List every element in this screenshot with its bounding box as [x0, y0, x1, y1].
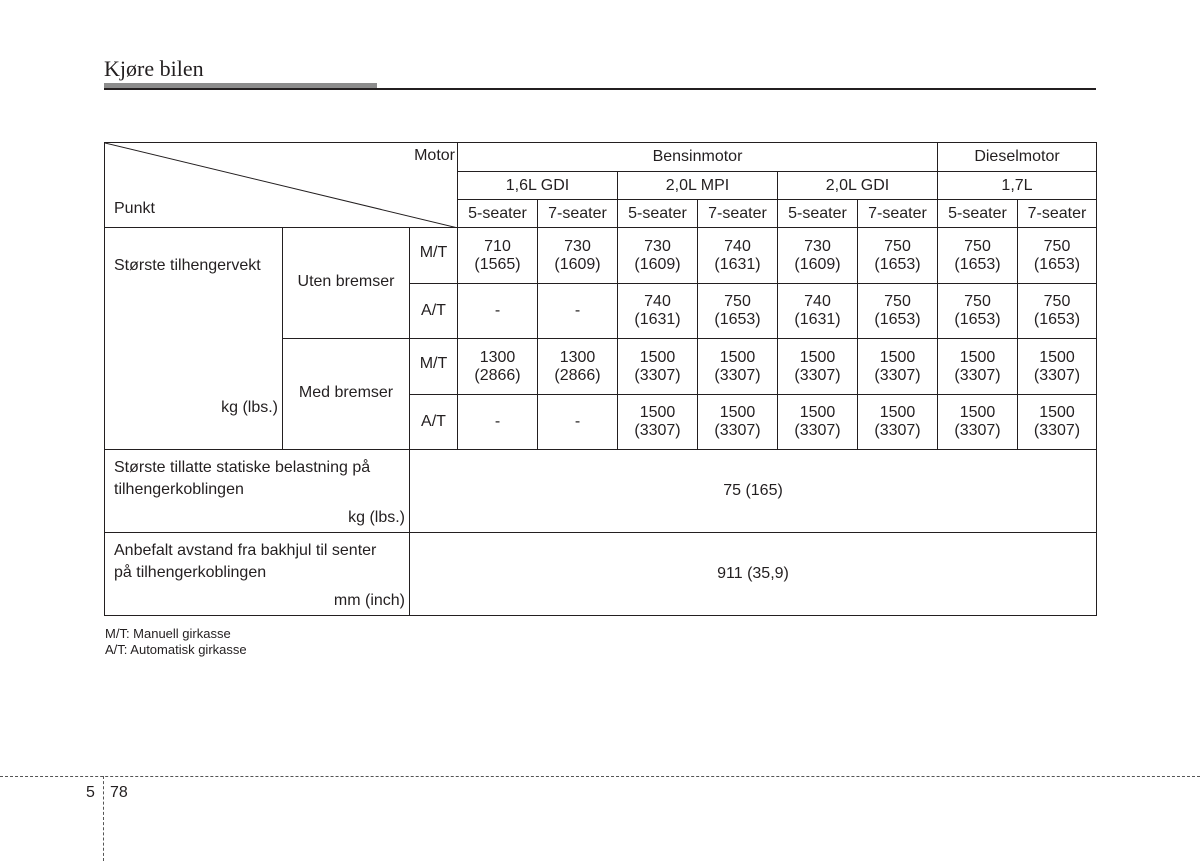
towing-label-cell [105, 228, 283, 450]
corner-label-motor: Motor [414, 147, 455, 164]
towing-value: 750 (1653) [858, 284, 938, 339]
footnotes [105, 626, 247, 658]
gearbox-label: M/T [410, 228, 458, 284]
seat-header: 7-seater [858, 200, 938, 228]
towing-value: 740 (1631) [698, 228, 778, 284]
towing-value: - [538, 395, 618, 450]
towing-value: - [458, 395, 538, 450]
corner-label-punkt: Punkt [114, 200, 155, 217]
towing-value: 740 (1631) [778, 284, 858, 339]
brake-label: Uten bremser [283, 228, 410, 339]
towing-value: 730 (1609) [538, 228, 618, 284]
towing-value: 750 (1653) [938, 284, 1018, 339]
towing-value: 1500 (3307) [858, 339, 938, 395]
towing-value: 1500 (3307) [938, 395, 1018, 450]
towing-value: 1500 (3307) [778, 339, 858, 395]
group-header-petrol: Bensinmotor [458, 143, 938, 172]
towing-value: 750 (1653) [938, 228, 1018, 284]
corner-diagonal [105, 143, 458, 228]
footer-dashed-divider [103, 776, 104, 861]
towing-value: 730 (1609) [778, 228, 858, 284]
towing-value: 750 (1653) [1018, 284, 1097, 339]
static-load-label: Største tillatte statiske belastning på tilhengerkoblingen [114, 459, 371, 498]
static-load-value: 75 (165) [410, 450, 1097, 533]
group-header-diesel: Dieselmotor [938, 143, 1097, 172]
gearbox-label: M/T [410, 339, 458, 395]
seat-header: 5-seater [618, 200, 698, 228]
engine-header: 2,0L GDI [778, 172, 938, 200]
towing-value: 710 (1565) [458, 228, 538, 284]
seat-header: 5-seater [458, 200, 538, 228]
footer-dashed-rule [0, 776, 1200, 777]
towing-value: 740 (1631) [618, 284, 698, 339]
towing-label: Største tilhengervekt [114, 257, 261, 274]
seat-header: 5-seater [778, 200, 858, 228]
engine-header: 1,6L GDI [458, 172, 618, 200]
distance-value: 911 (35,9) [410, 533, 1097, 616]
distance-label-cell [105, 533, 410, 616]
seat-header: 5-seater [938, 200, 1018, 228]
towing-value: 1500 (3307) [1018, 339, 1097, 395]
towing-value: 1500 (3307) [1018, 395, 1097, 450]
gearbox-label: A/T [410, 284, 458, 339]
towing-value: 1300 (2866) [538, 339, 618, 395]
towing-value: 1500 (3307) [698, 395, 778, 450]
section-title: Kjøre bilen [104, 56, 204, 81]
towing-value: 1500 (3307) [618, 339, 698, 395]
towing-value: 1500 (3307) [938, 339, 1018, 395]
distance-label: Anbefalt avstand fra bakhjul til senter på tilhengerkoblingen [114, 542, 377, 581]
towing-value: 750 (1653) [698, 284, 778, 339]
towing-value: 750 (1653) [858, 228, 938, 284]
brake-label: Med bremser [283, 339, 410, 450]
footnote-at: A/T: Automatisk girkasse [105, 642, 247, 657]
static-load-unit: kg (lbs.) [348, 509, 405, 526]
seat-header: 7-seater [538, 200, 618, 228]
distance-unit: mm (inch) [333, 592, 405, 609]
towing-value: - [538, 284, 618, 339]
engine-header: 1,7L [938, 172, 1097, 200]
towing-value: 1500 (3307) [858, 395, 938, 450]
towing-value: 730 (1609) [618, 228, 698, 284]
towing-value: 750 (1653) [1018, 228, 1097, 284]
engine-header: 2,0L MPI [618, 172, 778, 200]
chapter-number: 5 [86, 784, 95, 801]
page-number: 78 [110, 784, 128, 801]
towing-value: 1300 (2866) [458, 339, 538, 395]
towing-value: 1500 (3307) [698, 339, 778, 395]
towing-unit: kg (lbs.) [221, 399, 278, 416]
gearbox-label: A/T [410, 395, 458, 450]
static-load-label-cell [105, 450, 410, 533]
towing-spec-table [104, 142, 1097, 616]
seat-header: 7-seater [1018, 200, 1097, 228]
seat-header: 7-seater [698, 200, 778, 228]
towing-value: 1500 (3307) [618, 395, 698, 450]
footnote-mt: M/T: Manuell girkasse [105, 626, 231, 641]
towing-value: 1500 (3307) [778, 395, 858, 450]
table-corner-cell [105, 143, 458, 228]
towing-value: - [458, 284, 538, 339]
header-rule [104, 88, 1096, 90]
